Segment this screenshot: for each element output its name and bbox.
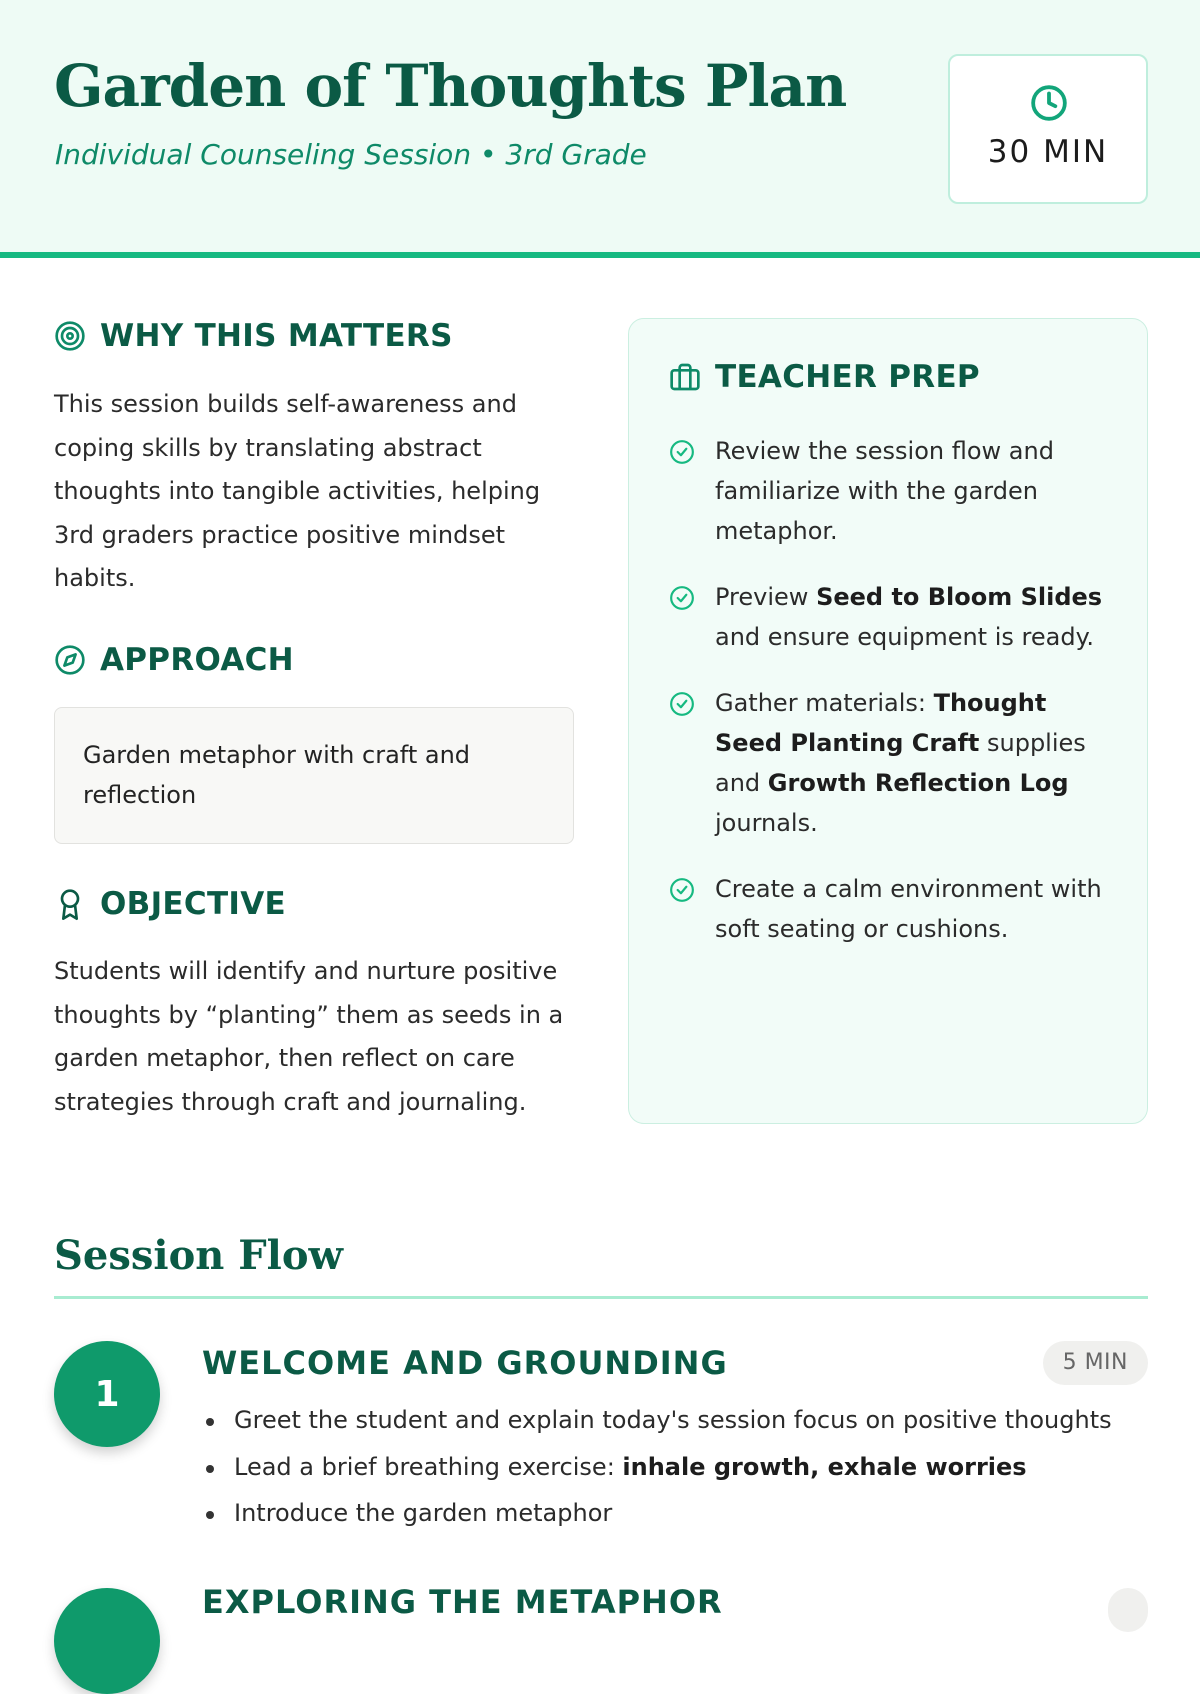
prep-item	[669, 577, 1119, 657]
step-title: WELCOME AND GROUNDING	[202, 1344, 728, 1382]
prep-item-text-bold: Seed to Bloom Slides	[816, 583, 1103, 611]
prep-item-text-post: and ensure equipment is ready.	[715, 623, 1094, 651]
check-circle-icon	[669, 877, 695, 903]
why-text: This session builds self-awareness and coping skills by translating abstract thoughts into tangible activities, helping 3rd graders practice positive mindset habits.	[54, 390, 541, 592]
check-circle-icon	[669, 585, 695, 611]
compass-icon	[54, 644, 86, 676]
prep-item-text: Review the session flow and familiarize with the garden metaphor.	[715, 437, 1054, 545]
header	[0, 0, 1200, 258]
briefcase-icon	[669, 361, 701, 393]
list-item-text: Lead a brief breathing exercise:	[234, 1452, 623, 1481]
approach-box: Garden metaphor with craft and reflection	[54, 707, 574, 844]
prep-item-text-bold: Thought Seed Planting Craft	[715, 689, 1047, 757]
session-duration-box	[948, 54, 1148, 204]
prep-item-text-post: journals.	[715, 809, 818, 837]
session-duration: 30 MIN	[987, 134, 1109, 170]
why-heading	[54, 318, 453, 354]
target-icon	[54, 320, 86, 352]
check-circle-icon	[669, 439, 695, 465]
award-icon	[54, 888, 86, 920]
teacher-prep-card	[628, 318, 1148, 1124]
prep-item	[669, 869, 1119, 949]
prep-heading	[669, 359, 980, 395]
prep-item	[669, 431, 1119, 551]
prep-item-text-pre: Preview	[715, 583, 817, 611]
objective-heading-label: OBJECTIVE	[100, 886, 286, 922]
prep-item-text	[715, 577, 1119, 657]
approach-heading	[54, 642, 294, 678]
list-item-bold: inhale growth, exhale worries	[622, 1452, 1027, 1481]
step-duration-badge	[1108, 1588, 1148, 1632]
clock-icon	[1030, 84, 1068, 122]
prep-list	[669, 431, 1119, 975]
objective-heading	[54, 886, 286, 922]
prep-item-text-pre: Gather materials:	[715, 689, 934, 717]
prep-item-text: Create a calm environment with soft seating or cushions.	[715, 875, 1102, 943]
step-bullets	[204, 1397, 1124, 1537]
prep-item-text-mid: supplies and	[715, 729, 1086, 797]
list-item: Introduce the garden metaphor	[204, 1490, 1124, 1537]
list-item: Greet the student and explain today's session focus on positive thoughts	[204, 1397, 1124, 1444]
session-flow-title: Session Flow	[54, 1232, 343, 1279]
step-number: 1	[54, 1341, 160, 1447]
why-heading-label: WHY THIS MATTERS	[100, 318, 453, 354]
session-flow-divider	[54, 1296, 1148, 1299]
page-title: Garden of Thoughts Plan	[54, 52, 847, 120]
objective-text: Students will identify and nurture positive thoughts by “planting” them as seeds in a garden metaphor, then reflect on care strategies through craft and journaling.	[54, 957, 564, 1116]
list-item	[204, 1444, 1124, 1491]
prep-item-text	[715, 683, 1119, 843]
step-title: EXPLORING THE METAPHOR	[202, 1583, 723, 1621]
prep-item-text-bold: Growth Reflection Log	[767, 769, 1069, 797]
approach-heading-label: APPROACH	[100, 642, 294, 678]
step-number	[54, 1588, 160, 1694]
check-circle-icon	[669, 691, 695, 717]
prep-heading-label: TEACHER PREP	[715, 359, 980, 395]
prep-item	[669, 683, 1119, 843]
step-duration-badge: 5 MIN	[1043, 1341, 1148, 1385]
page-subtitle: Individual Counseling Session • 3rd Grade	[55, 138, 647, 171]
